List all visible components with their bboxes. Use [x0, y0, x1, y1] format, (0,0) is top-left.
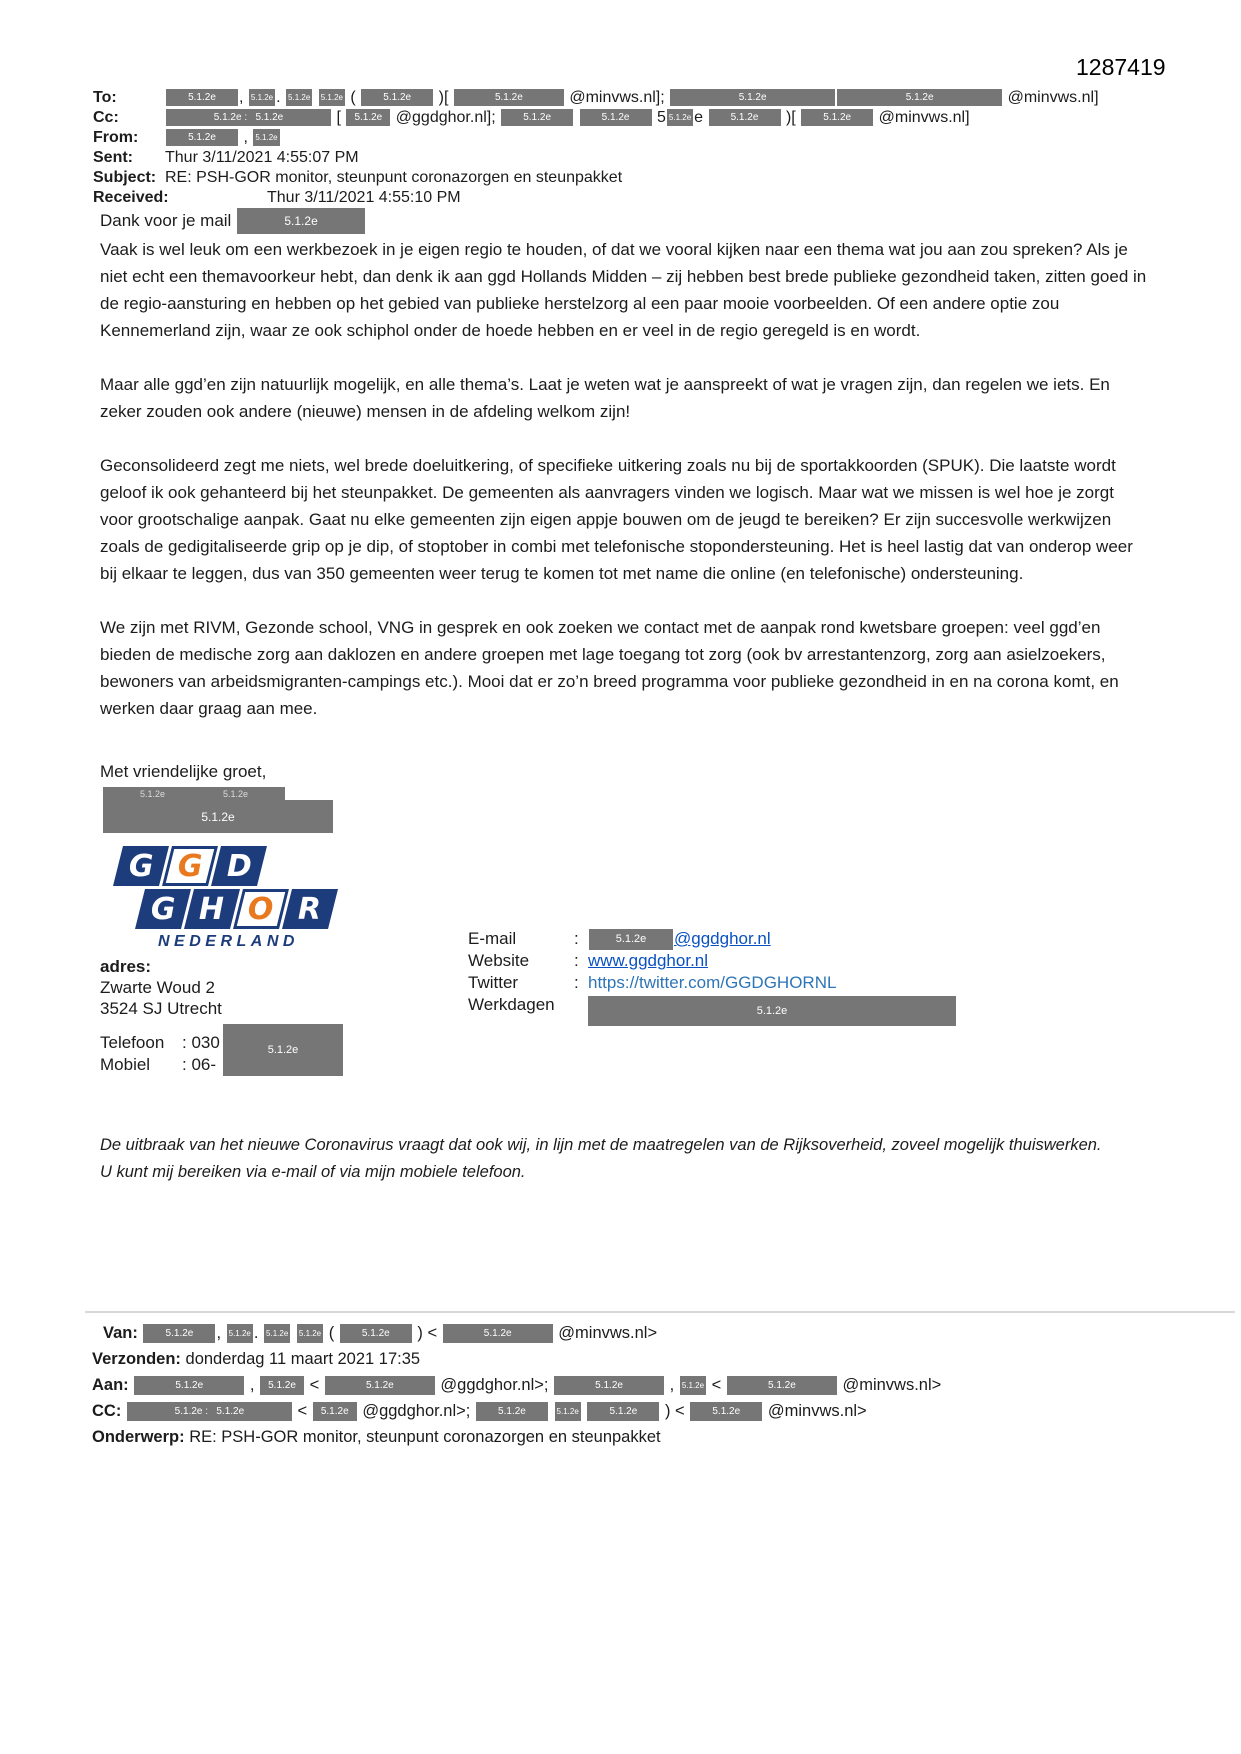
redaction-box: 5.1.2e: [313, 1402, 357, 1421]
redaction-box: 5.1.2e: [143, 1324, 215, 1343]
redaction-box: 5.1.2e: [264, 1324, 290, 1343]
logo-tile: [211, 846, 267, 886]
mobiel-value: : 06-: [182, 1055, 217, 1074]
text-fragment: @minvws.nl];: [564, 89, 670, 106]
contact-row-werkdagen: [468, 994, 956, 1026]
logo-letter: D: [226, 848, 252, 884]
text-fragment: [291, 1324, 296, 1342]
redaction-box: 5.1.2e: [297, 1324, 323, 1343]
header-row-sent: [93, 148, 1203, 167]
subject-label: Subject:: [93, 169, 157, 186]
redaction-box: 5.1.2e: [325, 1376, 435, 1395]
redaction-box: 5.1.2e: [134, 1376, 244, 1395]
text-fragment: @ggdghor.nl>;: [435, 1376, 554, 1394]
redaction-box: 5.1.2e: [580, 109, 652, 126]
redaction-label: 5.1.2e: [201, 809, 235, 824]
to-value: [165, 88, 1203, 107]
signature-redaction: [103, 787, 333, 833]
text-fragment: e: [694, 109, 708, 126]
subject-value: RE: PSH-GOR monitor, steunpunt coronazorgen en steunpakket: [165, 169, 623, 186]
text-fragment: [574, 109, 578, 126]
logo-tile: [113, 846, 169, 886]
received-value: Thur 3/11/2021 4:55:10 PM: [267, 189, 461, 206]
covid-note: De uitbraak van het nieuwe Coronavirus vraagt dat ook wij, in lijn met de maatregelen van de Rijksoverheid, zoveel mogelijk thuiswerken. U kunt mij bereiken via e-mail of via mijn mobiele telefoon.: [100, 1136, 1102, 1181]
sent-label: Sent:: [93, 149, 133, 166]
phone-row-telefoon: [100, 1032, 222, 1054]
text-fragment: <: [292, 1402, 312, 1420]
logo-letter: O: [248, 891, 274, 927]
redaction-box: 5.1.2e: [709, 109, 781, 126]
from-label: From:: [93, 129, 139, 146]
redaction-box: 5.1.2e: [319, 89, 345, 106]
redaction-box: 5.1.2e: [260, 1376, 304, 1395]
redaction-box: 5.1.2e: [253, 129, 279, 146]
logo-letter: H: [199, 891, 225, 927]
quoted-row-verzonden: [92, 1346, 1222, 1372]
redaction-box: 5.1.2e: [589, 929, 673, 950]
logo-letter: R: [298, 891, 322, 927]
logo-row-ggd: [118, 846, 336, 886]
separator: :: [574, 929, 579, 948]
cc-value: [165, 108, 1203, 127]
email-link[interactable]: @ggdghor.nl: [674, 929, 771, 948]
aan-value: [133, 1376, 941, 1394]
text-fragment: @ggdghor.nl];: [391, 109, 501, 126]
redaction-box: 5.1.2e: [237, 208, 365, 234]
redaction-box: 5.1.2e: [670, 89, 835, 106]
verzonden-label: Verzonden:: [92, 1350, 181, 1368]
text-fragment: <: [305, 1376, 324, 1394]
verzonden-value: donderdag 11 maart 2021 17:35: [180, 1350, 421, 1368]
aan-label: Aan:: [92, 1376, 129, 1394]
header-row-received: [93, 188, 1203, 207]
text-fragment: 5: [652, 109, 666, 126]
divider-line: [85, 1311, 1235, 1313]
text-fragment: ,: [239, 129, 253, 146]
text-fragment: ,: [239, 89, 248, 106]
text-fragment: @minvws.nl>: [763, 1402, 867, 1420]
text-fragment: @minvws.nl>: [553, 1324, 658, 1342]
text-fragment: )[: [781, 109, 801, 126]
van-value: [142, 1324, 657, 1342]
redaction-box: 5.1.2e: [837, 89, 1002, 106]
separator: :: [574, 973, 579, 992]
telefoon-label: Telefoon: [100, 1033, 165, 1052]
twitter-label: Twitter: [468, 973, 519, 992]
logo-subtitle: NEDERLAND: [158, 933, 299, 950]
header-row-from: [93, 128, 1203, 147]
from-value: [165, 128, 1203, 147]
redaction-box: 5.1.2e: [223, 1024, 343, 1076]
redaction-box: 5.1.2e: [555, 1402, 581, 1421]
text-fragment: [313, 89, 317, 106]
sent-value: Thur 3/11/2021 4:55:07 PM: [165, 149, 359, 166]
redaction-box: [103, 800, 333, 833]
redaction-box: 5.1.2e: [690, 1402, 762, 1421]
redaction-box: 5.1.2e: [680, 1376, 706, 1395]
text-fragment: ,: [216, 1324, 226, 1342]
address-heading: adres:: [100, 957, 152, 976]
redaction-box: 5.1.2e: [476, 1402, 548, 1421]
logo-tile: [282, 889, 338, 929]
phone-row-mobiel: [100, 1054, 222, 1076]
redaction-box: 5.1.2e: [501, 109, 573, 126]
closing-line: Met vriendelijke groet,: [100, 762, 267, 781]
body-paragraph: Vaak is wel leuk om een werkbezoek in je eigen regio te houden, of dat we vooral kijken naar een thema wat jou aan zou spreken? Als je niet echt een themavoorkeur hebt, dan denk ik aan ggd Hollands Midden – zij hebben best brede publieke gezondheid taken, zitten goed in de regio-aansturing en hebben op het gebied van publieke herstelzorg al een paar mooie voorbeelden. Of een andere optie zou Kennemerland zijn, waar ze ook schiphol onder de hoede hebben en er veel in de regio geregeld is en wordt.: [100, 240, 1147, 340]
logo-tile: [233, 889, 289, 929]
twitter-link[interactable]: https://twitter.com/GGDGHORNL: [588, 973, 837, 992]
text-fragment: @ggdghor.nl>;: [357, 1402, 475, 1420]
email-label: E-mail: [468, 929, 517, 948]
body-paragraph: We zijn met RIVM, Gezonde school, VNG in gesprek en ook zoeken we contact met de aanpak rond kwetsbare groepen: veel ggd’en bieden de medische zorg aan daklozen en andere groepen met lage toegang tot zorg (ook bv arrestantenzorg, zorg aan asielzoekers, bewoners van arbeidsmigranten-campings etc.). Mooi dat er zo’n breed programma voor publieke gezondheid in en na corona komt, en werken daar graag aan mee.: [100, 618, 1119, 718]
redaction-box: 5.1.2e : 5.1.2e: [127, 1402, 292, 1421]
cc-label: Cc:: [93, 109, 119, 126]
cc-label: CC:: [92, 1402, 122, 1420]
redaction-box: 5.1.2e: [443, 1324, 553, 1343]
text-fragment: (: [324, 1324, 339, 1342]
address-block: [100, 956, 299, 1076]
redaction-box: 5.1.2e: [346, 109, 390, 126]
address-line: Zwarte Woud 2: [100, 978, 215, 997]
text-fragment: [582, 1402, 587, 1420]
redaction-box: 5.1.2e: [166, 89, 238, 106]
text-fragment: ) <: [412, 1324, 442, 1342]
header-row-to: [93, 88, 1203, 107]
quoted-email-header: [92, 1320, 1222, 1450]
ggdghor-logo: [118, 846, 336, 951]
text-fragment: ) <: [660, 1402, 690, 1420]
redaction-box: 5.1.2e: [166, 129, 238, 146]
redaction-box: 5.1.2e: [340, 1324, 412, 1343]
text-fragment: .: [253, 1324, 264, 1342]
redaction-box: 5.1.2e: [554, 1376, 664, 1395]
header-row-subject: [93, 168, 1203, 187]
text-fragment: @minvws.nl]: [1003, 89, 1099, 106]
contact-row-email: [468, 928, 956, 950]
van-label: Van:: [103, 1324, 138, 1342]
quoted-row-onderwerp: [92, 1424, 1222, 1450]
logo-tile: [184, 889, 240, 929]
address-line: 3524 SJ Utrecht: [100, 999, 222, 1018]
redaction-box: 5.1.2e : 5.1.2e: [166, 109, 331, 126]
email-body: [100, 206, 1148, 749]
text-fragment: ,: [245, 1376, 260, 1394]
redaction-box: 5.1.2e: [361, 89, 433, 106]
redaction-box: 5.1.2e: [454, 89, 564, 106]
redaction-box: 5.1.2e: [249, 89, 275, 106]
greeting-line: [100, 206, 1148, 235]
logo-letter: G: [177, 848, 203, 884]
contact-row-website: [468, 950, 956, 972]
redaction-label: 5.1.2e: [222, 788, 249, 799]
logo-tile: [162, 846, 218, 886]
separator: :: [574, 951, 579, 970]
text-fragment: .: [276, 89, 286, 106]
text-fragment: [549, 1402, 554, 1420]
logo-tile: [135, 889, 191, 929]
text-fragment: (: [345, 89, 361, 106]
text-fragment: [: [332, 109, 346, 126]
redaction-box: 5.1.2e: [587, 1402, 659, 1421]
redaction-box: 5.1.2e: [227, 1324, 253, 1343]
text-fragment: <: [707, 1376, 726, 1394]
quoted-row-aan: [92, 1372, 1222, 1398]
contact-block: [468, 928, 956, 1026]
redaction-box: 5.1.2e: [588, 996, 956, 1026]
mobiel-label: Mobiel: [100, 1055, 151, 1074]
cc-value: [126, 1402, 867, 1420]
body-paragraph: Geconsolideerd zegt me niets, wel brede doeluitkering, of specifieke uitkering zoals nu bij de sportakkoorden (SPUK). Die laatste wordt geloof ik ook gehanteerd bij het steunpakket. De gemeenten als aanvragers vinden we logisch. Maar wat we missen is wel hoe je zorgt voor grootschalige aanpak. Gaat nu elke gemeenten zijn eigen appje bouwen om de jeugd te bereiken? Er zijn succesvolle werkwijzen zoals de gedigitaliseerde grip op je dip, of stoptober in combi met telefonische stopondersteuning. Het is heel lastig dat van onderop weer bij elkaar te leggen, dus van 350 gemeenten weer terug te komen tot met name die online (en telefonische) ondersteuning.: [100, 456, 1133, 583]
telefoon-value: : 030: [182, 1033, 220, 1052]
body-paragraph: Maar alle ggd’en zijn natuurlijk mogelijk, en alle thema’s. Laat je weten wat je aanspreekt of wat je vragen zijn, dan regelen we iets. En zeker zouden ook andere (nieuwe) mensen in de afdeling welkom zijn!: [100, 375, 1110, 421]
to-label: To:: [93, 89, 117, 106]
text-fragment: @minvws.nl>: [837, 1376, 942, 1394]
logo-row-ghor: [140, 889, 336, 929]
text-fragment: Dank voor je mail: [100, 211, 237, 230]
werkdagen-label: Werkdagen: [468, 995, 555, 1014]
redaction-label: 5.1.2e: [139, 788, 166, 799]
redaction-box: [103, 787, 285, 800]
received-label: Received:: [93, 189, 169, 206]
onderwerp-value: RE: PSH-GOR monitor, steunpunt coronazorgen en steunpakket: [184, 1428, 661, 1446]
quoted-row-cc: [92, 1398, 1222, 1424]
contact-row-twitter: [468, 972, 956, 994]
text-fragment: ,: [665, 1376, 679, 1394]
redaction-box: 5.1.2e: [727, 1376, 837, 1395]
website-label: Website: [468, 951, 530, 970]
quoted-row-van: [92, 1320, 1222, 1346]
onderwerp-label: Onderwerp:: [92, 1428, 185, 1446]
logo-letter: G: [150, 891, 176, 927]
email-header: [93, 88, 1203, 208]
page-number: 1287419: [1076, 54, 1166, 80]
redaction-box: 5.1.2e: [801, 109, 873, 126]
website-link[interactable]: www.ggdghor.nl: [588, 951, 709, 970]
text-fragment: )[: [434, 89, 453, 106]
redaction-box: 5.1.2e: [667, 109, 693, 126]
header-row-cc: [93, 108, 1203, 127]
logo-letter: G: [128, 848, 154, 884]
text-fragment: @minvws.nl]: [874, 109, 970, 126]
redaction-box: 5.1.2e: [286, 89, 312, 106]
phone-block: [100, 1032, 299, 1076]
